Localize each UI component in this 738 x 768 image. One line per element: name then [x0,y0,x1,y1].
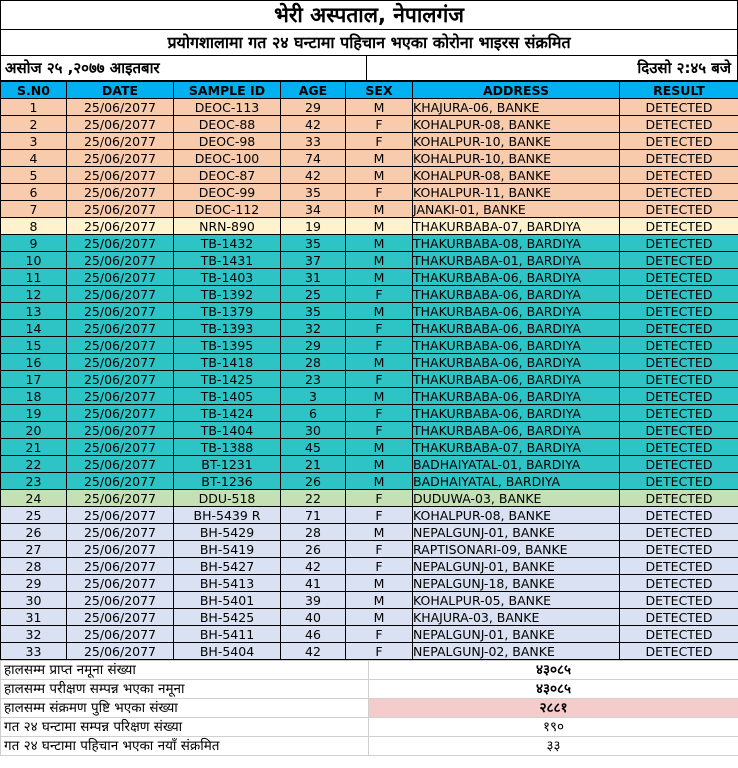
cell-sex: F [346,405,413,422]
cell-sample-id: BH-5439 R [174,507,281,524]
table-row [1,575,738,592]
cell-address: KOHALPUR-10, BANKE [413,150,620,167]
cell-address: THAKURBABA-06, BARDIYA [413,269,620,286]
cell-sample-id: DDU-518 [174,490,281,507]
report-date: असोज २५ ,२०७७ आइतबार [1,56,367,80]
cell-age: 26 [281,473,346,490]
cell-date: 25/06/2077 [67,456,174,473]
cell-date: 25/06/2077 [67,524,174,541]
cell-date: 25/06/2077 [67,303,174,320]
cell-address: JANAKI-01, BANKE [413,201,620,218]
cell-date: 25/06/2077 [67,541,174,558]
table-row [1,320,738,337]
cell-sn: 2 [1,116,67,133]
cell-sex: F [346,643,413,660]
cell-sn: 20 [1,422,67,439]
date-time-row [0,56,738,81]
cell-sample-id: BH-5425 [174,609,281,626]
cell-sex: F [346,507,413,524]
cell-result: DETECTED [620,150,738,167]
cell-result: DETECTED [620,575,738,592]
cell-sex: F [346,286,413,303]
cell-date: 25/06/2077 [67,388,174,405]
cell-result: DETECTED [620,184,738,201]
cell-sample-id: TB-1404 [174,422,281,439]
cell-result: DETECTED [620,116,738,133]
cell-result: DETECTED [620,99,738,116]
cell-sample-id: BH-5413 [174,575,281,592]
cell-result: DETECTED [620,439,738,456]
table-row [1,116,738,133]
cell-sex: M [346,439,413,456]
cell-age: 40 [281,609,346,626]
table-row [1,405,738,422]
cell-date: 25/06/2077 [67,643,174,660]
cell-age: 29 [281,337,346,354]
cell-sn: 26 [1,524,67,541]
cell-sex: F [346,626,413,643]
cell-sample-id: TB-1388 [174,439,281,456]
cell-age: 26 [281,541,346,558]
cell-age: 41 [281,575,346,592]
cell-sex: M [346,473,413,490]
cell-date: 25/06/2077 [67,269,174,286]
cell-sn: 11 [1,269,67,286]
cell-age: 34 [281,201,346,218]
cell-address: KOHALPUR-05, BANKE [413,592,620,609]
cell-sample-id: TB-1392 [174,286,281,303]
cell-sex: M [346,524,413,541]
cell-result: DETECTED [620,456,738,473]
cell-sample-id: TB-1405 [174,388,281,405]
cell-sample-id: BH-5429 [174,524,281,541]
cell-sex: M [346,609,413,626]
cell-sn: 5 [1,167,67,184]
table-row [1,524,738,541]
table-row [1,456,738,473]
cell-sex: F [346,371,413,388]
cell-date: 25/06/2077 [67,286,174,303]
cell-address: THAKURBABA-06, BARDIYA [413,422,620,439]
cell-result: DETECTED [620,507,738,524]
cell-address: KHAJURA-03, BANKE [413,609,620,626]
summary-row [1,737,738,756]
cell-sn: 8 [1,218,67,235]
cell-sample-id: BH-5427 [174,558,281,575]
cell-sample-id: DEOC-88 [174,116,281,133]
cell-sn: 4 [1,150,67,167]
table-row [1,286,738,303]
cell-age: 42 [281,116,346,133]
summary-label: हालसम्म प्राप्त नमूना संख्या [1,661,369,680]
cell-age: 23 [281,371,346,388]
cell-result: DETECTED [620,201,738,218]
cell-sn: 10 [1,252,67,269]
cell-result: DETECTED [620,388,738,405]
table-row [1,439,738,456]
summary-value: २८८१ [369,699,738,718]
cell-date: 25/06/2077 [67,218,174,235]
cell-address: KOHALPUR-10, BANKE [413,133,620,150]
cell-date: 25/06/2077 [67,422,174,439]
table-row [1,269,738,286]
cases-table [0,81,738,660]
table-row [1,167,738,184]
cell-address: THAKURBABA-07, BARDIYA [413,439,620,456]
cell-sample-id: TB-1395 [174,337,281,354]
summary-value: ४३०८५ [369,661,738,680]
cell-date: 25/06/2077 [67,473,174,490]
cell-sn: 1 [1,99,67,116]
cell-sample-id: TB-1379 [174,303,281,320]
cell-result: DETECTED [620,405,738,422]
cell-sample-id: DEOC-99 [174,184,281,201]
table-row [1,371,738,388]
cell-result: DETECTED [620,252,738,269]
cell-age: 35 [281,184,346,201]
summary-value: १९० [369,718,738,737]
cell-sex: F [346,541,413,558]
cell-result: DETECTED [620,235,738,252]
cell-address: THAKURBABA-01, BARDIYA [413,252,620,269]
cell-address: THAKURBABA-07, BARDIYA [413,218,620,235]
cell-date: 25/06/2077 [67,320,174,337]
cell-address: THAKURBABA-06, BARDIYA [413,303,620,320]
cell-address: NEPALGUNJ-18, BANKE [413,575,620,592]
cell-sn: 27 [1,541,67,558]
table-row [1,133,738,150]
cell-result: DETECTED [620,643,738,660]
cell-sample-id: NRN-890 [174,218,281,235]
cell-sample-id: TB-1403 [174,269,281,286]
table-row [1,354,738,371]
table-row [1,184,738,201]
summary-value: ४३०८५ [369,680,738,699]
cell-sex: M [346,150,413,167]
cell-age: 3 [281,388,346,405]
cell-sn: 6 [1,184,67,201]
cell-sex: F [346,490,413,507]
cell-age: 29 [281,99,346,116]
cell-result: DETECTED [620,609,738,626]
cell-sn: 21 [1,439,67,456]
cell-sn: 31 [1,609,67,626]
cell-address: BADHAIYATAL, BARDIYA [413,473,620,490]
cell-sex: M [346,456,413,473]
cell-result: DETECTED [620,320,738,337]
cell-sex: F [346,133,413,150]
cell-sex: F [346,116,413,133]
table-row [1,541,738,558]
cell-date: 25/06/2077 [67,439,174,456]
cell-age: 42 [281,643,346,660]
cell-age: 33 [281,133,346,150]
col-header-sex: SEX [346,82,413,99]
table-row [1,473,738,490]
cell-address: THAKURBABA-06, BARDIYA [413,354,620,371]
cell-sn: 29 [1,575,67,592]
cell-date: 25/06/2077 [67,235,174,252]
table-row [1,558,738,575]
cell-sex: F [346,320,413,337]
cell-sample-id: DEOC-113 [174,99,281,116]
cell-result: DETECTED [620,473,738,490]
cell-sn: 3 [1,133,67,150]
cell-date: 25/06/2077 [67,575,174,592]
cell-address: THAKURBABA-06, BARDIYA [413,371,620,388]
cell-date: 25/06/2077 [67,609,174,626]
cell-sample-id: DEOC-87 [174,167,281,184]
cell-address: DUDUWA-03, BANKE [413,490,620,507]
table-row [1,235,738,252]
summary-label: गत २४ घन्टामा पहिचान भएका नयाँ संक्रमित [1,737,369,756]
hospital-title: भेरी अस्पताल, नेपालगंज [0,0,738,30]
cell-result: DETECTED [620,541,738,558]
table-header-row [1,82,738,99]
cell-sex: F [346,184,413,201]
cell-sex: M [346,354,413,371]
cell-address: THAKURBABA-08, BARDIYA [413,235,620,252]
cell-sex: F [346,558,413,575]
cell-sn: 23 [1,473,67,490]
cell-age: 28 [281,524,346,541]
table-row [1,218,738,235]
cell-sn: 15 [1,337,67,354]
cell-result: DETECTED [620,133,738,150]
cell-age: 42 [281,167,346,184]
cell-address: THAKURBABA-06, BARDIYA [413,320,620,337]
cell-age: 45 [281,439,346,456]
cell-sex: M [346,99,413,116]
cell-sn: 13 [1,303,67,320]
cell-sn: 14 [1,320,67,337]
cell-age: 6 [281,405,346,422]
cell-sample-id: TB-1418 [174,354,281,371]
cell-sex: M [346,252,413,269]
cell-sn: 9 [1,235,67,252]
cell-address: THAKURBABA-06, BARDIYA [413,405,620,422]
table-row [1,507,738,524]
cell-sample-id: BT-1231 [174,456,281,473]
cell-address: NEPALGUNJ-02, BANKE [413,643,620,660]
table-row [1,150,738,167]
cell-result: DETECTED [620,218,738,235]
cell-sex: F [346,422,413,439]
cell-sex: M [346,303,413,320]
cell-sn: 24 [1,490,67,507]
cell-sample-id: BH-5411 [174,626,281,643]
cell-sample-id: DEOC-98 [174,133,281,150]
cell-result: DETECTED [620,490,738,507]
cell-age: 30 [281,422,346,439]
cell-sn: 28 [1,558,67,575]
cell-sex: M [346,167,413,184]
cell-sex: M [346,592,413,609]
table-row [1,490,738,507]
cell-address: KOHALPUR-08, BANKE [413,116,620,133]
col-header-date: DATE [67,82,174,99]
cell-date: 25/06/2077 [67,507,174,524]
summary-label: हालसम्म संक्रमण पुष्टि भएका संख्या [1,699,369,718]
cell-age: 39 [281,592,346,609]
cell-age: 21 [281,456,346,473]
cell-date: 25/06/2077 [67,490,174,507]
report-subtitle: प्रयोगशालामा गत २४ घन्टामा पहिचान भएका कोरोना भाइरस संक्रमित [0,30,738,56]
table-row [1,303,738,320]
table-body [1,99,738,660]
cell-sex: M [346,218,413,235]
cell-result: DETECTED [620,286,738,303]
table-row [1,337,738,354]
cell-sn: 17 [1,371,67,388]
summary-row [1,699,738,718]
cell-sn: 7 [1,201,67,218]
summary-row [1,661,738,680]
cell-sn: 30 [1,592,67,609]
cell-result: DETECTED [620,269,738,286]
cell-address: BADHAIYATAL-01, BARDIYA [413,456,620,473]
table-row [1,388,738,405]
cell-date: 25/06/2077 [67,354,174,371]
cell-sample-id: BH-5401 [174,592,281,609]
cell-sn: 25 [1,507,67,524]
table-row [1,252,738,269]
cell-result: DETECTED [620,626,738,643]
col-header-result: RESULT [620,82,738,99]
cell-sn: 16 [1,354,67,371]
cell-age: 74 [281,150,346,167]
cell-date: 25/06/2077 [67,201,174,218]
cell-age: 25 [281,286,346,303]
cell-result: DETECTED [620,167,738,184]
cell-age: 28 [281,354,346,371]
cell-sn: 33 [1,643,67,660]
cell-sex: M [346,235,413,252]
cell-date: 25/06/2077 [67,184,174,201]
cell-sample-id: TB-1431 [174,252,281,269]
cell-date: 25/06/2077 [67,133,174,150]
summary-label: गत २४ घन्टामा सम्पन्न परिक्षण संख्या [1,718,369,737]
cell-age: 22 [281,490,346,507]
cell-date: 25/06/2077 [67,592,174,609]
cell-address: KOHALPUR-08, BANKE [413,167,620,184]
table-row [1,609,738,626]
cell-sn: 19 [1,405,67,422]
cell-sample-id: TB-1393 [174,320,281,337]
cell-date: 25/06/2077 [67,371,174,388]
cell-result: DETECTED [620,354,738,371]
cell-address: THAKURBABA-06, BARDIYA [413,388,620,405]
cell-address: KOHALPUR-08, BANKE [413,507,620,524]
col-header-sample-id: SAMPLE ID [174,82,281,99]
cell-sample-id: DEOC-100 [174,150,281,167]
cell-age: 42 [281,558,346,575]
cell-sex: M [346,269,413,286]
cell-age: 19 [281,218,346,235]
cell-date: 25/06/2077 [67,116,174,133]
table-row [1,626,738,643]
cell-sn: 18 [1,388,67,405]
table-row [1,201,738,218]
cell-age: 71 [281,507,346,524]
cell-address: KOHALPUR-11, BANKE [413,184,620,201]
cell-sample-id: TB-1425 [174,371,281,388]
cell-sn: 32 [1,626,67,643]
cell-result: DETECTED [620,337,738,354]
cell-sex: M [346,388,413,405]
cell-sn: 22 [1,456,67,473]
cell-address: NEPALGUNJ-01, BANKE [413,558,620,575]
cell-date: 25/06/2077 [67,626,174,643]
cell-sex: M [346,575,413,592]
cell-sample-id: BH-5419 [174,541,281,558]
cell-date: 25/06/2077 [67,405,174,422]
cell-age: 31 [281,269,346,286]
cell-date: 25/06/2077 [67,252,174,269]
summary-row [1,718,738,737]
col-header-age: AGE [281,82,346,99]
summary-value: ३३ [369,737,738,756]
cell-sample-id: DEOC-112 [174,201,281,218]
cell-date: 25/06/2077 [67,99,174,116]
cell-age: 35 [281,303,346,320]
cell-age: 46 [281,626,346,643]
col-header-address: ADDRESS [413,82,620,99]
cell-address: KHAJURA-06, BANKE [413,99,620,116]
cell-age: 35 [281,235,346,252]
cell-result: DETECTED [620,371,738,388]
cell-sex: F [346,337,413,354]
cell-address: THAKURBABA-06, BARDIYA [413,337,620,354]
table-row [1,643,738,660]
report-time: दिउसो २:४५ बजे [637,59,731,77]
table-row [1,592,738,609]
cell-sample-id: TB-1424 [174,405,281,422]
cell-sample-id: BT-1236 [174,473,281,490]
cell-date: 25/06/2077 [67,150,174,167]
cell-age: 37 [281,252,346,269]
summary-row [1,680,738,699]
table-row [1,422,738,439]
cell-sample-id: TB-1432 [174,235,281,252]
cell-date: 25/06/2077 [67,558,174,575]
cell-sample-id: BH-5404 [174,643,281,660]
cell-address: NEPALGUNJ-01, BANKE [413,524,620,541]
cell-address: RAPTISONARI-09, BANKE [413,541,620,558]
col-header-sn: S.N0 [1,82,67,99]
cell-date: 25/06/2077 [67,337,174,354]
cell-result: DETECTED [620,303,738,320]
cell-sn: 12 [1,286,67,303]
cell-result: DETECTED [620,524,738,541]
summary-table [0,660,738,756]
cell-age: 32 [281,320,346,337]
cell-sex: M [346,201,413,218]
cell-address: THAKURBABA-06, BARDIYA [413,286,620,303]
cell-result: DETECTED [620,558,738,575]
cell-result: DETECTED [620,592,738,609]
cell-result: DETECTED [620,422,738,439]
cell-address: NEPALGUNJ-01, BANKE [413,626,620,643]
cell-date: 25/06/2077 [67,167,174,184]
summary-body [1,661,738,756]
summary-label: हालसम्म परीक्षण सम्पन्न भएका नमूना [1,680,369,699]
table-row [1,99,738,116]
